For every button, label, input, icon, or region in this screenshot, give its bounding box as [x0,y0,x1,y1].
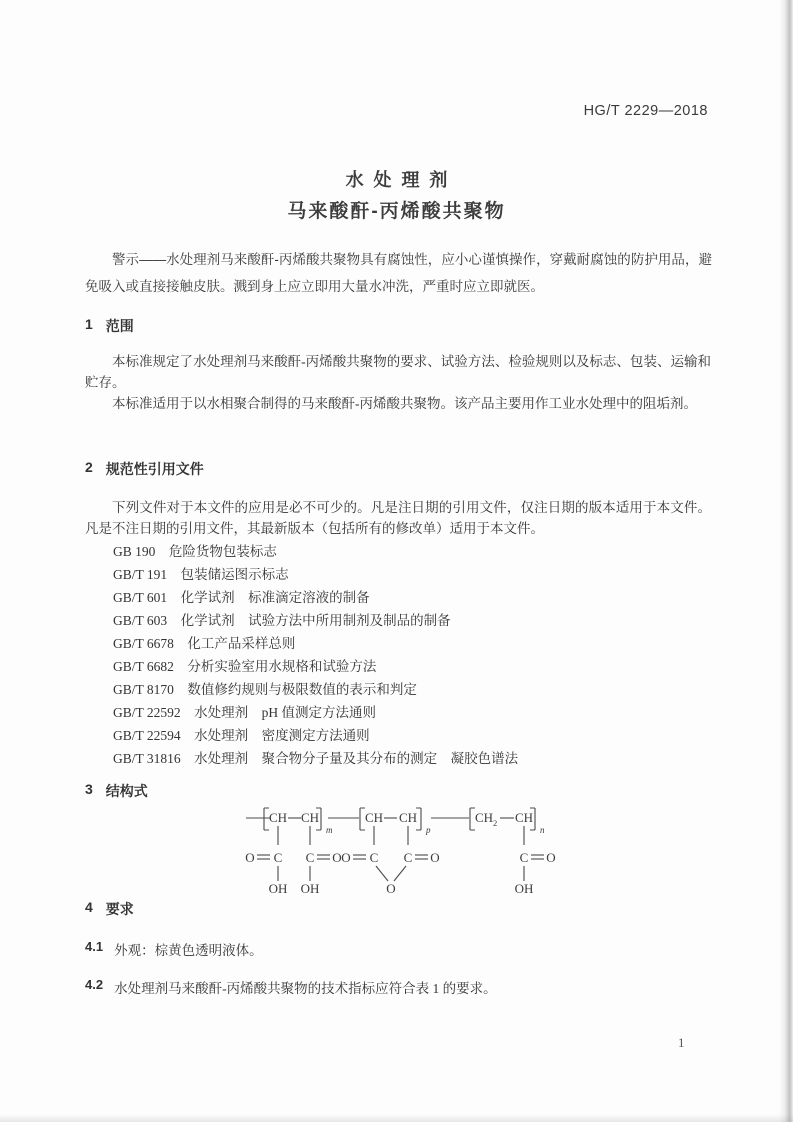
scan-edge-shadow-bottom [0,1114,793,1122]
svg-text:CH: CH [300,810,320,825]
section-4-number: 4 [85,899,93,915]
svg-text:C: C [519,850,529,865]
svg-text:p: p [426,825,431,835]
section-2-title: 规范性引用文件 [105,461,204,477]
reference-item: GB/T 8170 数值修约规则与极限数值的表示和判定 [113,682,417,697]
svg-text:OH: OH [514,881,534,896]
clause-4-1 [85,939,711,959]
clause-4-2-text: 水处理剂马来酸酐-丙烯酸共聚物的技术指标应符合表 1 的要求。 [114,981,497,996]
svg-text:CH: CH [398,810,418,825]
section-1-paragraph-1: 本标准规定了水处理剂马来酸酐-丙烯酸共聚物的要求、试验方法、检验规则以及标志、包装、运输和贮存。 [85,354,711,390]
section-1-paragraph-2: 本标准适用于以水相聚合制得的马来酸酐-丙烯酸共聚物。该产品主要用作工业水处理中的阻垢剂。 [112,396,697,411]
clause-4-2-number: 4.2 [85,977,104,992]
reference-item: GB/T 603 化学试剂 试验方法中所用制剂及制品的制备 [113,613,451,628]
warning-paragraph: 警示——水处理剂马来酸酐-丙烯酸共聚物具有腐蚀性，应小心谨慎操作，穿戴耐腐蚀的防护用品，避免吸入或直接接触皮肤。溅到身上应立即用大量水冲洗，严重时应立即就医。 [85,252,712,294]
reference-item: GB/T 31816 水处理剂 聚合物分子量及其分布的测定 凝胶色谱法 [113,751,519,766]
svg-text:O: O [386,881,396,896]
svg-text:O: O [341,850,351,865]
svg-text:O: O [546,850,556,865]
svg-text:n: n [540,825,545,835]
svg-text:O: O [430,850,440,865]
document-title-line2: 马来酸酐-丙烯酸共聚物 [287,201,506,222]
reference-item: GB/T 22594 水处理剂 密度测定方法通则 [113,728,370,743]
svg-text:O: O [245,850,255,865]
section-3-number: 3 [85,781,93,797]
svg-text:C: C [273,850,283,865]
svg-text:O: O [332,850,342,865]
section-2-number: 2 [85,459,93,475]
section-1-title: 范围 [105,318,134,334]
reference-item: GB/T 22592 水处理剂 pH 值测定方法通则 [113,705,377,720]
section-1-number: 1 [85,316,93,332]
copolymer-structure-diagram [238,804,568,898]
section-2-intro: 下列文件对于本文件的应用是必不可少的。凡是注日期的引用文件，仅注日期的版本适用于本文件。凡是不注日期的引用文件，其最新版本（包括所有的修改单）适用于本文件。 [85,500,711,536]
svg-text:m: m [326,825,333,835]
chemical-structure-formula [238,804,568,903]
section-1-heading [85,316,134,336]
section-3-title: 结构式 [105,783,148,799]
svg-text:OH: OH [268,881,288,896]
standard-code: HG/T 2229—2018 [583,103,708,119]
svg-text:C: C [403,850,413,865]
reference-item: GB/T 6682 分析实验室用水规格和试验方法 [113,659,377,674]
svg-text:CH: CH [514,810,534,825]
svg-text:2: 2 [493,818,498,828]
svg-text:OH: OH [300,881,320,896]
svg-text:C: C [305,850,315,865]
section-3-heading [85,781,148,801]
svg-text:CH: CH [474,810,494,825]
svg-text:CH: CH [268,810,288,825]
svg-text:C: C [369,850,379,865]
section-4-title: 要求 [105,901,134,917]
clause-4-2 [85,977,711,997]
clause-4-1-text: 外观：棕黄色透明液体。 [114,943,263,958]
reference-item: GB/T 191 包装储运图示标志 [113,567,289,582]
section-2-heading [85,459,204,479]
clause-4-1-number: 4.1 [85,939,104,954]
reference-item: GB/T 601 化学试剂 标准滴定溶液的制备 [113,590,370,605]
reference-item: GB/T 6678 化工产品采样总则 [113,636,296,651]
normative-references-list [85,540,753,770]
page-number: 1 [678,1035,685,1050]
svg-text:CH: CH [364,810,384,825]
section-4-heading [85,899,134,919]
reference-item: GB 190 危险货物包装标志 [113,544,277,559]
document-title-line1: 水处理剂 [345,170,458,190]
